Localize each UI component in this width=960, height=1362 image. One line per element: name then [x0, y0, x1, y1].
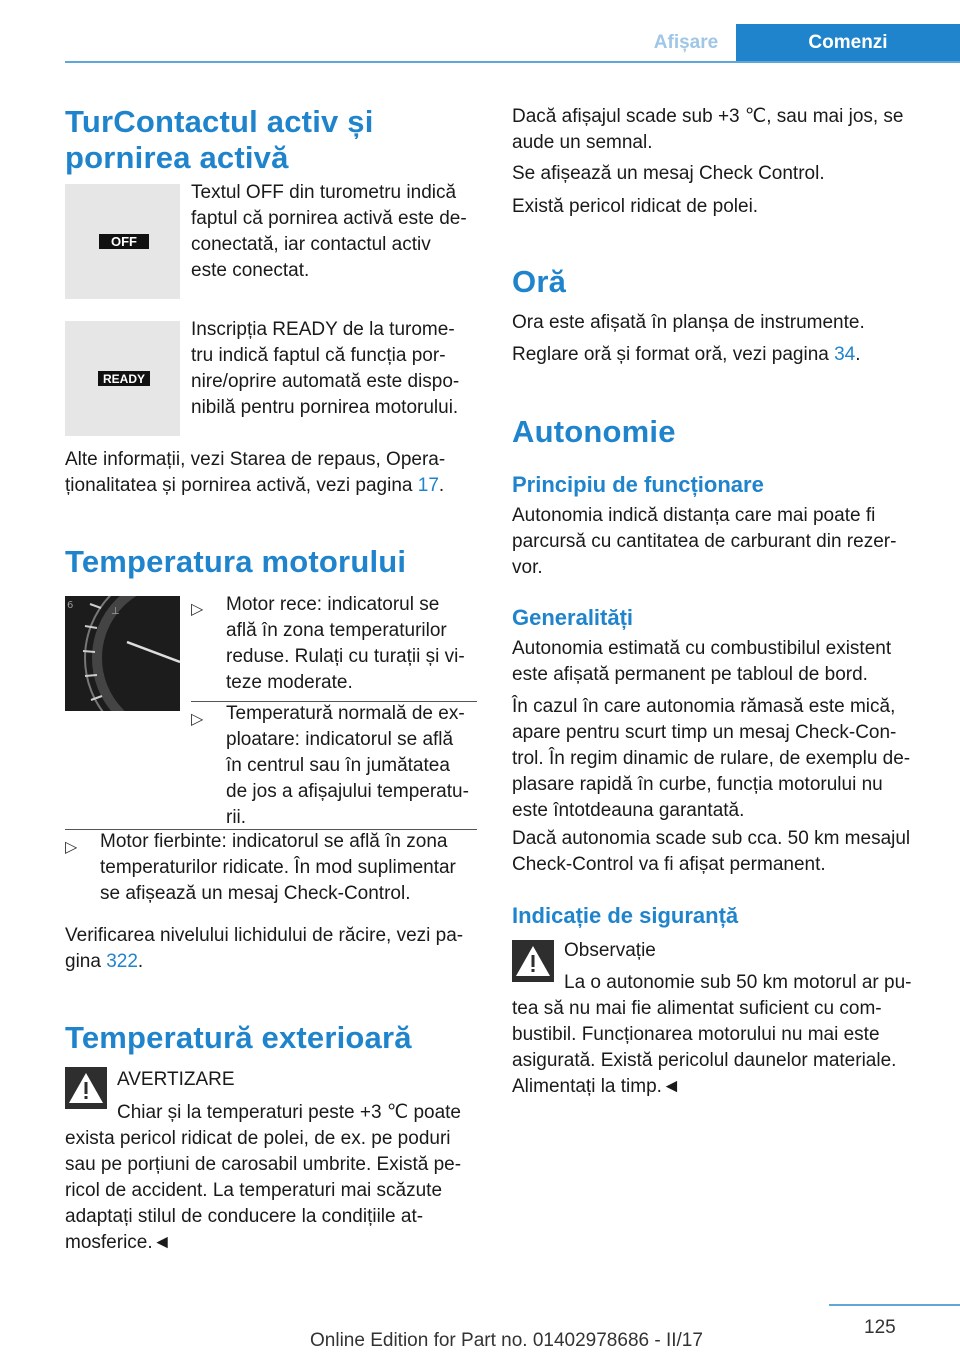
- temperature-gauge-image: [65, 596, 180, 711]
- time-setting-paragraph: Reglare oră și format oră, vezi pagina 34.: [512, 344, 861, 365]
- footer-rule: [829, 1304, 960, 1306]
- section-title-contact: TurContactul activ și pornirea activă: [65, 104, 374, 175]
- section-title-outside-temp: Temperatură exterioară: [65, 1020, 412, 1055]
- ice-danger-paragraph: Există pericol ridicat de polei.: [512, 196, 759, 217]
- subtitle-principle: Principiu de funcționare: [512, 472, 764, 497]
- section-title-time: Oră: [512, 264, 567, 299]
- coolant-paragraph: Verificarea nivelului lichidului de răcire, vezi pa- gina 322.: [65, 925, 464, 972]
- footer-edition: Online Edition for Part no. 01402978686 - II/17: [310, 1330, 703, 1351]
- off-description: Textul OFF din turometru indică faptul că pornirea activă este de- conectată, iar contactul activ este conectat.: [191, 182, 467, 281]
- ready-display-image: [65, 321, 180, 436]
- off-display-image: [65, 184, 180, 299]
- ready-badge: READY: [98, 371, 150, 386]
- gauge-icon: [65, 596, 180, 711]
- temp-signal-paragraph: Dacă afișajul scade sub +3 ℃, sau mai jos, se aude un semnal.: [512, 106, 904, 153]
- bullet-normal-temp: Temperatură normală de ex- ploatare: indicatorul se află în centrul sau în jumătatea de jos a afișajului temperatu- rii.: [226, 703, 469, 828]
- page-link-34[interactable]: 34: [834, 344, 856, 365]
- general-paragraph-2: În cazul în care autonomia rămasă este mică, apare pentru scurt timp un mesaj Check-Con- trol. În regim dinamic de rulare, de exemplu de- plasare rapidă în curbe, funcția motorului nu este întotdeauna garantată.: [512, 696, 911, 821]
- subtitle-general: Generalități: [512, 605, 634, 630]
- bullet-icon: ▷: [65, 839, 78, 856]
- svg-text:6: 6: [67, 600, 74, 611]
- more-info-paragraph: Alte informații, vezi Starea de repaus, Opera- ționalitatea și pornirea activă, vezi pagina 17.: [65, 449, 446, 496]
- header-rule: [65, 61, 960, 63]
- bullet-icon: ▷: [191, 711, 204, 728]
- svg-text:⊥: ⊥: [111, 606, 120, 617]
- warning-label: AVERTIZARE: [117, 1069, 235, 1090]
- page-link-17[interactable]: 17: [417, 475, 439, 496]
- bullet-cold-engine: Motor rece: indicatorul se află în zona temperaturilor reduse. Rulați cu turații și vi- teze moderate.: [226, 594, 465, 693]
- warning-text: Chiar și la temperaturi peste +3 ℃ poate exista pericol ridicat de polei, de ex. pe poduri sau pe porțiuni de carosabil umbrite. Există pe- ricol de accident. La temperaturi mai scăzute adaptați stilul de conducere la condițiile at- mosferice.◄: [65, 1102, 462, 1253]
- ready-description: Inscripția READY de la turome- tru indică faptul că funcția por- nire/oprire automată este dispo- nibilă pentru pornirea motorului.: [191, 319, 460, 418]
- bullet-icon: ▷: [191, 601, 204, 618]
- page-link-322[interactable]: 322: [106, 951, 138, 972]
- note-text: La o autonomie sub 50 km motorul ar pu- tea să nu mai fie alimentat suficient cu com- bustibil. Funcționarea motorului nu mai este asigurată. Există pericolul daunelor materiale. Alimentați la timp.◄: [512, 972, 912, 1097]
- tab-afisare[interactable]: Afișare: [636, 24, 736, 62]
- off-badge: OFF: [99, 234, 149, 249]
- note-label: Observație: [564, 940, 656, 961]
- check-control-paragraph: Se afișează un mesaj Check Control.: [512, 163, 825, 184]
- subtitle-safety: Indicație de siguranță: [512, 903, 739, 928]
- principle-paragraph: Autonomia indică distanța care mai poate fi parcursă cu cantitatea de carburant din rezer- vor.: [512, 505, 897, 578]
- section-title-range: Autonomie: [512, 414, 676, 449]
- page-number: 125: [864, 1317, 896, 1338]
- general-paragraph-3: Dacă autonomia scade sub cca. 50 km mesajul Check-Control va fi afișat permanent.: [512, 828, 911, 875]
- bullet-hot-engine: Motor fierbinte: indicatorul se află în zona temperaturilor ridicate. În mod suplimentar se afișează un mesaj Check-Control.: [100, 831, 456, 904]
- general-paragraph-1: Autonomia estimată cu combustibilul existent este afișată permanent pe tabloul de bord.: [512, 638, 892, 685]
- section-title-engine-temp: Temperatura motorului: [65, 544, 407, 579]
- time-paragraph: Ora este afișată în planșa de instrumente.: [512, 312, 865, 333]
- tab-comenzi[interactable]: Comenzi: [736, 24, 960, 62]
